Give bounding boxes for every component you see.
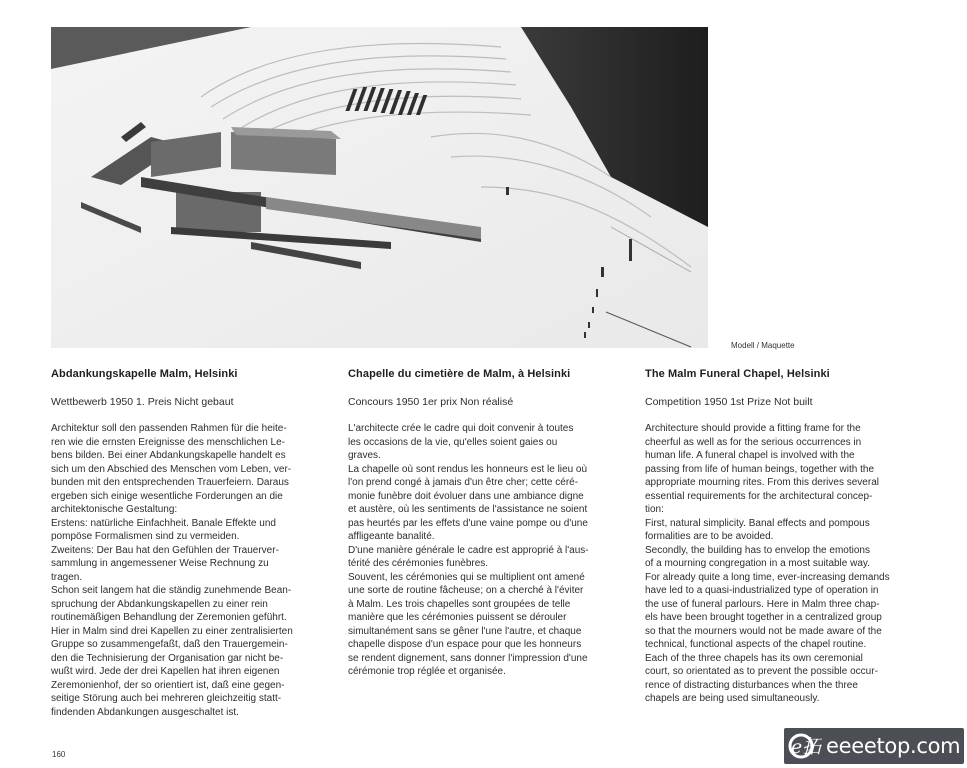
column-meta: Competition 1950 1st Prize Not built: [645, 396, 813, 408]
column-body: L'architecte crée le cadre qui doit convenir à toutes les occasions de la vie, qu'elles soient gaies ou graves. La chapelle où sont rendus les honneurs est le lieu où l'on prend congé à jamais d'un être cher; cette céré- monie funèbre doit évoluer dans une ambiance digne et austère, où les sentiments de l'assistance ne soient pas heurtés par les effets d'une vaine pompe ou d'une affligeante banalité. D'une manière générale le cadre est approprié à l'aus- térité des cérémonies funèbres. Souvent, les cérémonies qui se multiplient ont amené une sorte de routine fâcheuse; on a cherché à l'éviter à Malm. Les trois chapelles sont groupées de telle manière que les cérémonies puissent se dérouler simultanément sans se gêner l'une l'autre, et chaque chapelle dispose d'un espace pour que les honneurs se rendent dignement, sans donner l'impression d'une cérémonie trop réglée et organisée.: [348, 423, 589, 677]
watermark-text: eeeetop.com: [826, 734, 961, 758]
column-meta: Wettbewerb 1950 1. Preis Nicht gebaut: [51, 396, 234, 408]
architectural-model-photo: [51, 27, 708, 348]
column-french: [348, 367, 618, 679]
logo-text: e拓: [791, 736, 822, 758]
column-body: Architecture should provide a fitting frame for the cheerful as well as for the serious occurrences in human life. A funeral chapel is involved with the passing from life of human beings, together with the appropriate mourning rites. From this derives several essential requirements for the architectural concep- tion: First, natural simplicity. Banal effects and pompous formalities are to be avoided. Secondly, the building has to envelop the emotions of a mourning congregation in a most suitable way. For already quite a long time, ever-increasing demands have led to a quasi-industrialized type of operation in the use of funeral parlours. Here in Malm three chap- els have been brought together in a centralized group so that the mourners would not be made aware of the technical, functional aspects of the chapel routine. Each of the three chapels has its own ceremonial court, so orientated as to prevent the possible occur- rence of distracting disturbances when the three chapels are being used simultaneously.: [645, 423, 890, 704]
column-title: The Malm Funeral Chapel, Helsinki: [645, 368, 830, 380]
column-german: [51, 367, 321, 719]
column-english: [645, 367, 919, 706]
column-body: Architektur soll den passenden Rahmen für die heite- ren wie die ernsten Ereignisse des menschlichen Le- bens bilden. Bei einer Abdankungskapelle handelt es sich um den Abschied des Menschen vom Leben, ver- bunden mit den entsprechenden Trauerfeiern. Daraus ergeben sich einige wesentliche Forderungen an die architektonische Gestaltung: Erstens: natürliche Einfachheit. Banale Effekte und pompöse Formalismen sind zu vermeiden. Zweitens: Der Bau hat den Gefühlen der Trauerver- sammlung in angemessener Weise Rechnung zu tragen. Schon seit langem hat die ständig zunehmende Bean- spruchung der Abdankungskapellen zu einer rein routinemäßigen Behandlung der Zeremonien geführt. Hier in Malm sind drei Kapellen zu einer zentralisierten Gruppe so zusammengefaßt, daß den Trauergemein- den die Technisierung der Organisation gar nicht be- wußt wird. Jede der drei Kapellen hat ihren eigenen Zeremonienhof, der so orientiert ist, daß eine gegen- seitige Störung auch bei mehreren gleichzeitig statt- findenden Abdankungen ausgeschaltet ist.: [51, 423, 293, 718]
page-number: 160: [52, 750, 66, 759]
column-title: Abdankungskapelle Malm, Helsinki: [51, 368, 238, 380]
column-title: Chapelle du cimetière de Malm, à Helsinki: [348, 368, 571, 380]
watermark: [784, 728, 964, 764]
e-tuo-logo-icon: [788, 731, 822, 761]
photo-caption: Modell / Maquette: [731, 341, 795, 350]
column-meta: Concours 1950 1er prix Non réalisé: [348, 396, 514, 408]
model-photo: [51, 27, 708, 348]
